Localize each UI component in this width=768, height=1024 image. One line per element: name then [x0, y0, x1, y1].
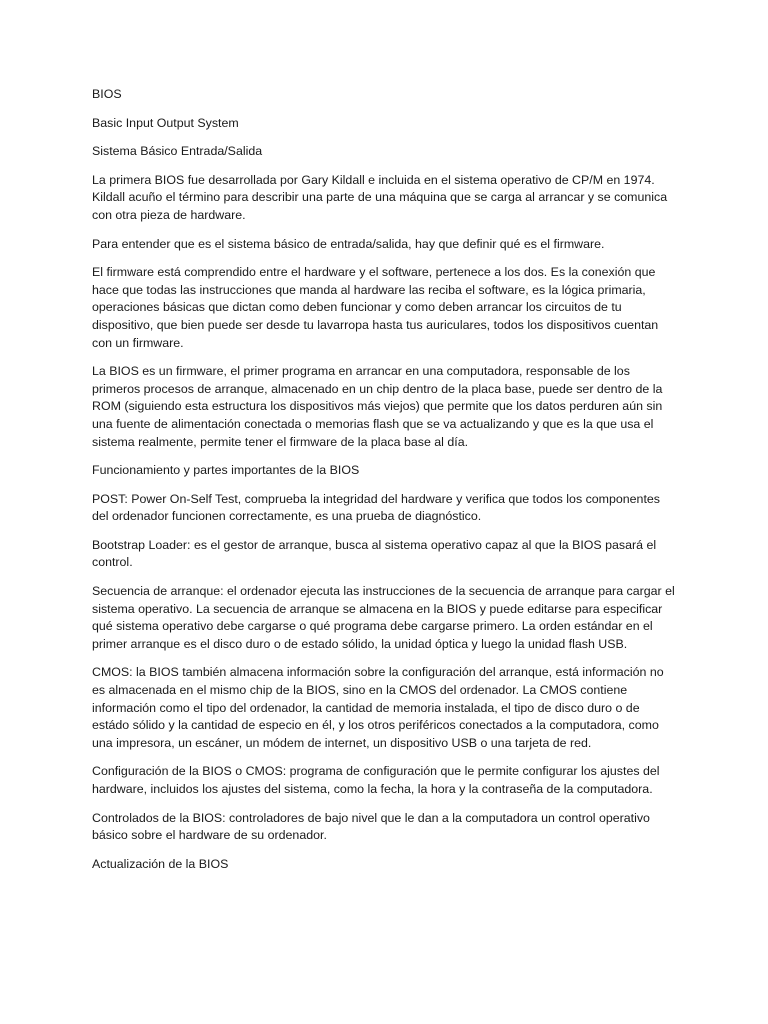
section-heading-functioning: Funcionamiento y partes importantes de la BIOS: [92, 463, 360, 478]
paragraph-bios-firmware: La BIOS es un firmware, el primer programa en arrancar en una computadora, responsable de los primeros procesos de arranque, almacenado en un chip dentro de la placa base, puede ser dentro de la ROM (siguiendo esta estructura los dispositivos más viejos) que permite que los datos perduren aún sin una fuente de alimentación conectada o memorias flash que se va actualizando y que es la que usa el sistema realmente, permite tener el firmware de la placa base al día.: [92, 364, 663, 449]
paragraph-post: POST: Power On-Self Test, comprueba la integridad del hardware y verifica que todos los componentes del ordenador funcionen correctamente, es una prueba de diagnóstico.: [92, 491, 660, 524]
section-heading-bios-update: Actualización de la BIOS: [92, 856, 229, 871]
doc-subtitle-spanish: Sistema Básico Entrada/Salida: [92, 144, 263, 159]
paragraph-bootstrap-loader: Bootstrap Loader: es el gestor de arranque, busca al sistema operativo capaz al que la BIOS pasará el control.: [92, 537, 657, 570]
paragraph-cmos: CMOS: la BIOS también almacena información sobre la configuración del arranque, está información no es almacenada en el mismo chip de la BIOS, sino en la CMOS del ordenador. La CMOS contiene información como el tipo del ordenador, la cantidad de memoria instalada, el tipo de disco duro o de estádo sólido y la cantidad de especio en él, y los otros periféricos conectados a la computadora, como una impresora, un escáner, un módem de internet, un dispositivo USB o una tarjeta de red.: [92, 665, 664, 750]
paragraph-firmware-definition: El firmware está comprendido entre el hardware y el software, pertenece a los dos. Es la conexión que hace que todas las instrucciones que manda al hardware las reciba el software, es la lógica primaria, operaciones básicas que dictan como deben funcionar y como deben arrancar los circuitos de tu dispositivo, que bien puede ser desde tu lavarropa hasta tus auriculares, todos los dispositivos cuentan con un firmware.: [92, 265, 659, 350]
paragraph-boot-sequence: Secuencia de arranque: el ordenador ejecuta las instrucciones de la secuencia de arranque para cargar el sistema operativo. La secuencia de arranque se almacena en la BIOS y puede editarse para especificar qué sistema operativo debe cargarse o qué programa debe cargarse primero. La orden estándar en el primer arranque es el disco duro o de estado sólido, la unidad óptica y luego la unidad flash USB.: [92, 584, 675, 651]
paragraph-bios-setup: Configuración de la BIOS o CMOS: programa de configuración que le permite configurar los ajustes del hardware, incluidos los ajustes del sistema, como la fecha, la hora y la contraseña de la computadora.: [92, 764, 660, 796]
paragraph-bios-drivers: Controlados de la BIOS: controladores de bajo nivel que le dan a la computadora un control operativo básico sobre el hardware de su ordenador.: [92, 810, 650, 843]
paragraph-history: La primera BIOS fue desarrollada por Gary Kildall e incluida en el sistema operativo de CP/M en 1974. Kildall acuño el término para describir una parte de una máquina que se carga al arrancar y se comunica con otra pieza de hardware.: [92, 172, 668, 222]
doc-subtitle-english: Basic Input Output System: [92, 115, 239, 130]
paragraph-firmware-intro: Para entender que es el sistema básico de entrada/salida, hay que definir qué es el firmware.: [92, 236, 605, 251]
doc-title: BIOS: [92, 87, 122, 101]
